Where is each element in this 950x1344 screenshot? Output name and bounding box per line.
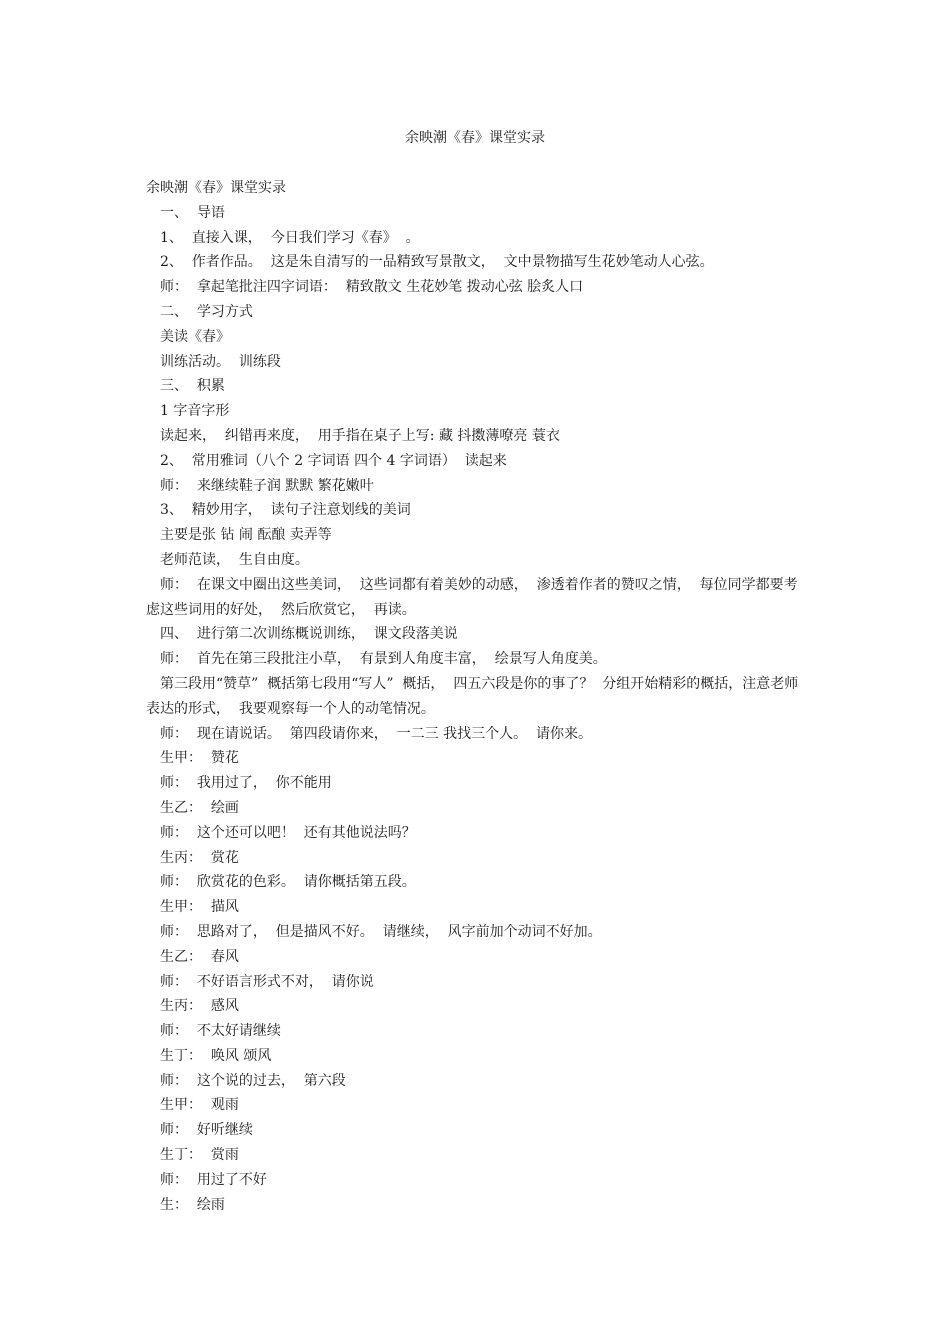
body-line: 主要是张 钻 闹 酝酿 卖弄等	[160, 527, 332, 544]
body-line: 余映潮《春》课堂实录	[146, 180, 286, 196]
body-line: 生丙： 感风	[160, 998, 239, 1015]
body-line: 师： 不太好请继续	[160, 1023, 281, 1040]
body-line: 美读《春》	[160, 328, 230, 345]
body-line: 第三段用“赞草” 概括第七段用“写人” 概括， 四五六段是你的事了？ 分组开始精彩的概括，注意老师表达的形式， 我要观察每一个人的动笔情况。	[146, 675, 799, 717]
body-line: 1、 直接入课， 今日我们学习《春》 。	[160, 229, 420, 246]
body-line: 四、 进行第二次训练概说训练， 课文段落美说	[160, 626, 458, 643]
body-line: 师： 思路对了， 但是描风不好。 请继续， 风字前加个动词不好加。	[160, 923, 602, 940]
body-line: 1 字音字形	[160, 403, 230, 420]
body-line: 师： 不好语言形式不对， 请你说	[160, 973, 374, 990]
body-line: 生乙： 绘画	[160, 799, 239, 816]
body-line: 生甲： 观雨	[160, 1097, 239, 1114]
body-line: 2、 作者作品。 这是朱自清写的一品精致写景散文， 文中景物描写生花妙笔动人心弦。	[160, 254, 714, 271]
body-line: 生： 绘雨	[160, 1196, 225, 1213]
body-line: 师： 用过了不好	[160, 1171, 267, 1188]
body-line: 师： 在课文中圈出这些美词， 这些词都有着美妙的动感， 渗透着作者的赞叹之情， 每位同学都要考虑这些词用的好处， 然后欣赏它， 再读。	[146, 576, 798, 618]
document-body	[146, 176, 806, 1217]
body-line: 生丁： 唤风 颂风	[160, 1047, 272, 1064]
body-line: 生丙： 赏花	[160, 849, 239, 866]
body-line: 2、 常用雅词（八个 2 字词语 四个 4 字词语） 读起来	[160, 452, 507, 469]
body-line: 师： 来继续鞋子润 默默 繁花嫩叶	[160, 477, 374, 494]
body-line: 一、 导语	[160, 204, 225, 221]
document-title: 余映潮《春》课堂实录	[405, 130, 545, 146]
body-line: 3、 精妙用字， 读句子注意划线的美词	[160, 502, 411, 519]
body-line: 师： 这个说的过去， 第六段	[160, 1072, 346, 1089]
body-line: 生甲： 赞花	[160, 750, 239, 767]
body-line: 师： 欣赏花的色彩。 请你概括第五段。	[160, 874, 416, 891]
body-line: 三、 积累	[160, 378, 225, 395]
body-line: 师： 现在请说话。 第四段请你来， 一二三 我找三个人。 请你来。	[160, 725, 593, 742]
body-line: 二、 学习方式	[160, 303, 253, 320]
body-line: 读起来， 纠错再来度， 用手指在桌子上写: 藏 抖擞薄嘹亮 蓑衣	[160, 427, 560, 444]
body-line: 师： 拿起笔批注四字词语： 精致散文 生花妙笔 拨动心弦 脍炙人口	[160, 279, 584, 296]
body-line: 老师范读， 生自由度。	[160, 551, 309, 568]
body-line: 师： 这个还可以吧！ 还有其他说法吗？	[160, 824, 416, 841]
body-line: 师： 好听继续	[160, 1122, 253, 1139]
body-line: 师： 我用过了， 你不能用	[160, 775, 332, 792]
body-line: 生丁： 赏雨	[160, 1147, 239, 1164]
body-line: 生甲： 描风	[160, 899, 239, 916]
body-line: 生乙： 春风	[160, 948, 239, 965]
body-line: 训练活动。 训练段	[160, 353, 281, 370]
body-line: 师： 首先在第三段批注小草， 有景到人角度丰富， 绘景写人角度美。	[160, 651, 607, 668]
